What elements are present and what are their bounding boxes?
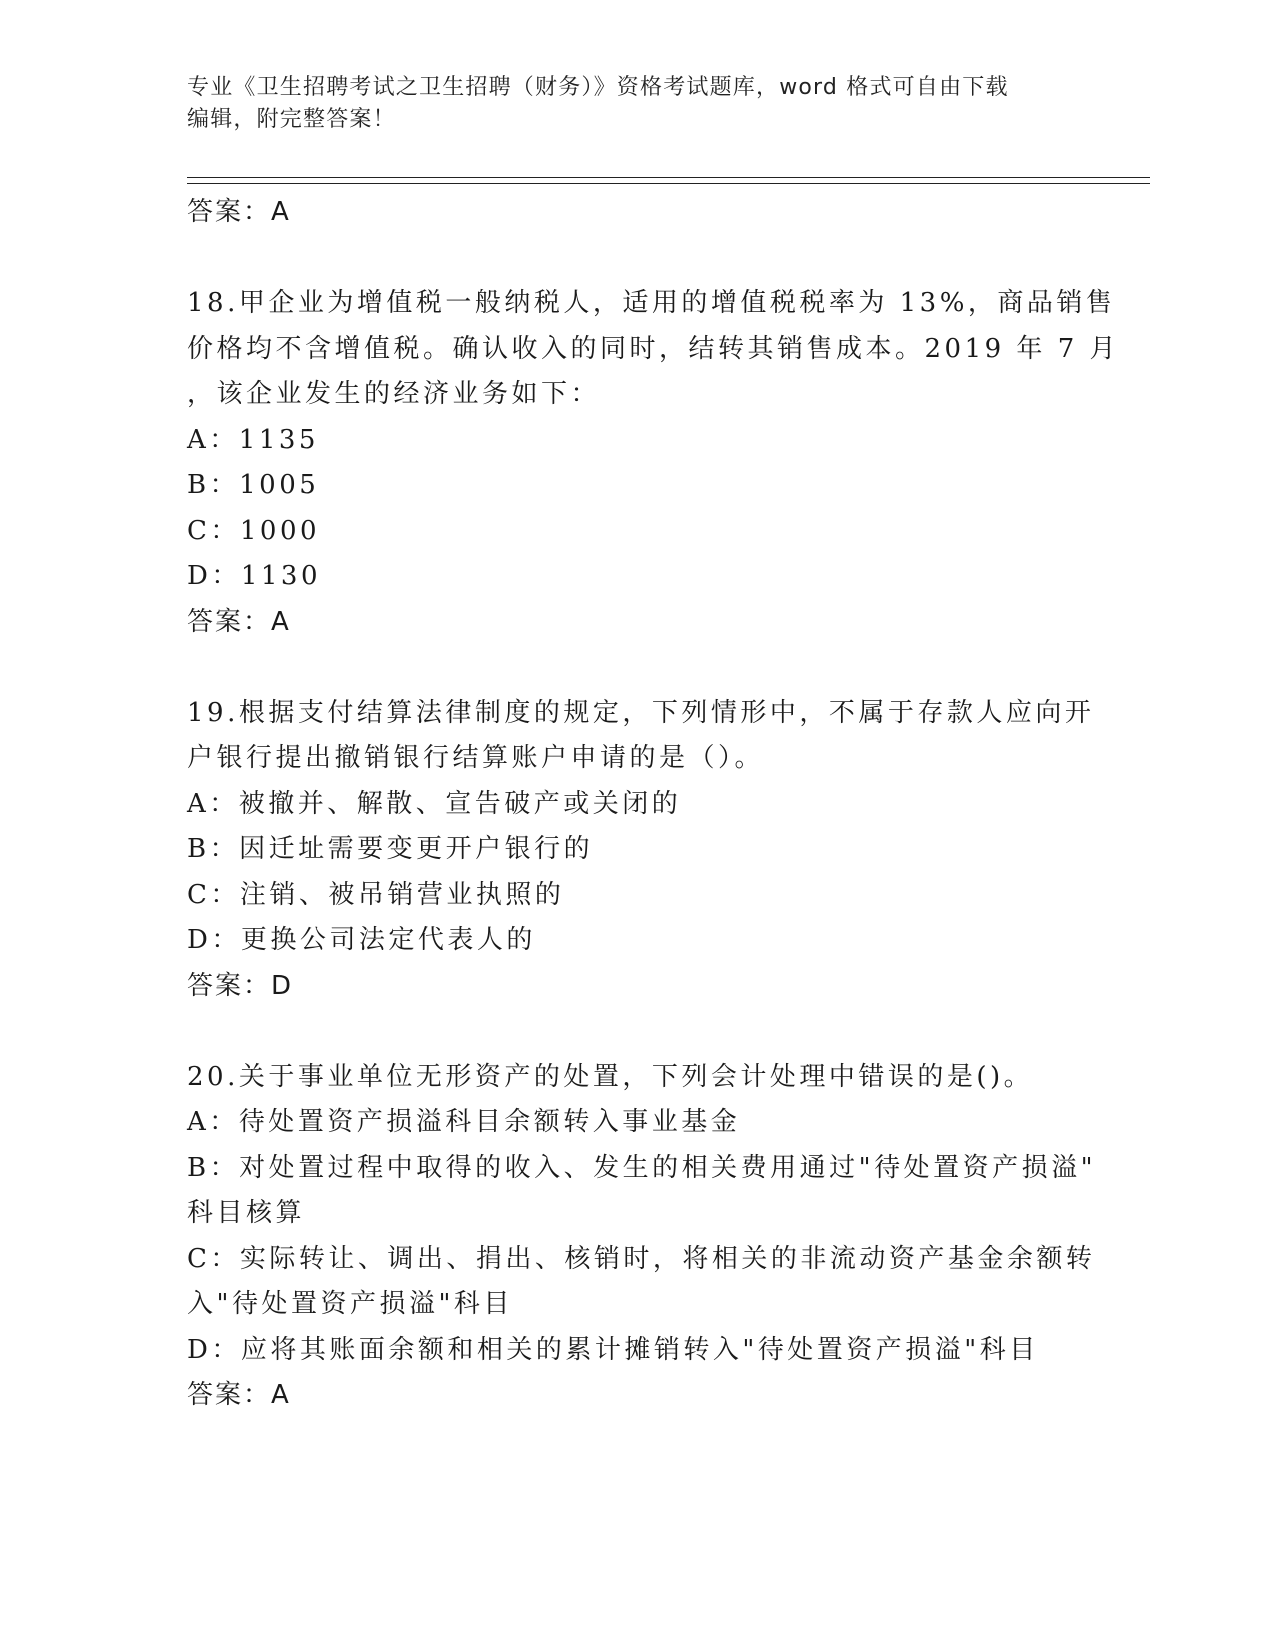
header-divider-bottom bbox=[187, 183, 1150, 184]
previous-answer: 答案：A bbox=[187, 197, 291, 227]
spacer bbox=[187, 236, 1087, 282]
option-c: C：注销、被吊销营业执照的 bbox=[187, 879, 565, 910]
question-18 bbox=[187, 281, 1120, 645]
option-d: D：更换公司法定代表人的 bbox=[187, 925, 536, 955]
header-line-2: 编辑，附完整答案！ bbox=[187, 107, 396, 132]
question-stem-line: 价格均不含增值税。确认收入的同时，结转其销售成本。2019 年 7 月 bbox=[187, 333, 1120, 364]
option-b: B：1005 bbox=[187, 470, 320, 500]
document-header bbox=[187, 72, 1087, 136]
question-stem-line: 户银行提出撤销银行结算账户申请的是（）。 bbox=[187, 743, 765, 773]
option-c-continued: 入"待处置资产损溢"科目 bbox=[187, 1289, 513, 1319]
option-d: D：应将其账面余额和相关的累计摊销转入"待处置资产损溢"科目 bbox=[187, 1334, 1039, 1365]
question-stem-line: 20.关于事业单位无形资产的处置，下列会计处理中错误的是()。 bbox=[187, 1061, 1034, 1092]
option-d: D：1130 bbox=[187, 561, 322, 591]
spacer bbox=[187, 645, 1087, 691]
question-19 bbox=[187, 691, 1095, 1010]
option-c: C：实际转让、调出、捐出、核销时，将相关的非流动资产基金余额转 bbox=[187, 1243, 1096, 1274]
option-a: A：被撤并、解散、宣告破产或关闭的 bbox=[187, 788, 682, 819]
answer-label: 答案：D bbox=[187, 970, 294, 1001]
option-a: A：待处置资产损溢科目余额转入事业基金 bbox=[187, 1107, 741, 1137]
answer-label: 答案：A bbox=[187, 1380, 291, 1410]
option-b: B：对处置过程中取得的收入、发生的相关费用通过"待处置资产损溢" bbox=[187, 1152, 1097, 1183]
option-a: A：1135 bbox=[187, 424, 319, 455]
question-stem-line: 18.甲企业为增值税一般纳税人，适用的增值税税率为 13%，商品销售 bbox=[187, 288, 1116, 318]
question-20 bbox=[187, 1055, 1097, 1419]
question-list bbox=[187, 190, 1120, 1419]
header-line-1: 专业《卫生招聘考试之卫生招聘（财务）》资格考试题库，word 格式可自由下载 bbox=[187, 75, 1009, 100]
answer-label: 答案：A bbox=[187, 606, 291, 637]
header-divider-top bbox=[187, 177, 1150, 178]
question-stem-line: 19.根据支付结算法律制度的规定，下列情形中，不属于存款人应向开 bbox=[187, 697, 1095, 728]
option-b: B：因迁址需要变更开户银行的 bbox=[187, 834, 594, 864]
option-b-continued: 科目核算 bbox=[187, 1198, 306, 1228]
spacer bbox=[187, 1009, 1087, 1055]
question-stem-line: ，该企业发生的经济业务如下： bbox=[187, 379, 601, 409]
option-c: C：1000 bbox=[187, 515, 321, 546]
